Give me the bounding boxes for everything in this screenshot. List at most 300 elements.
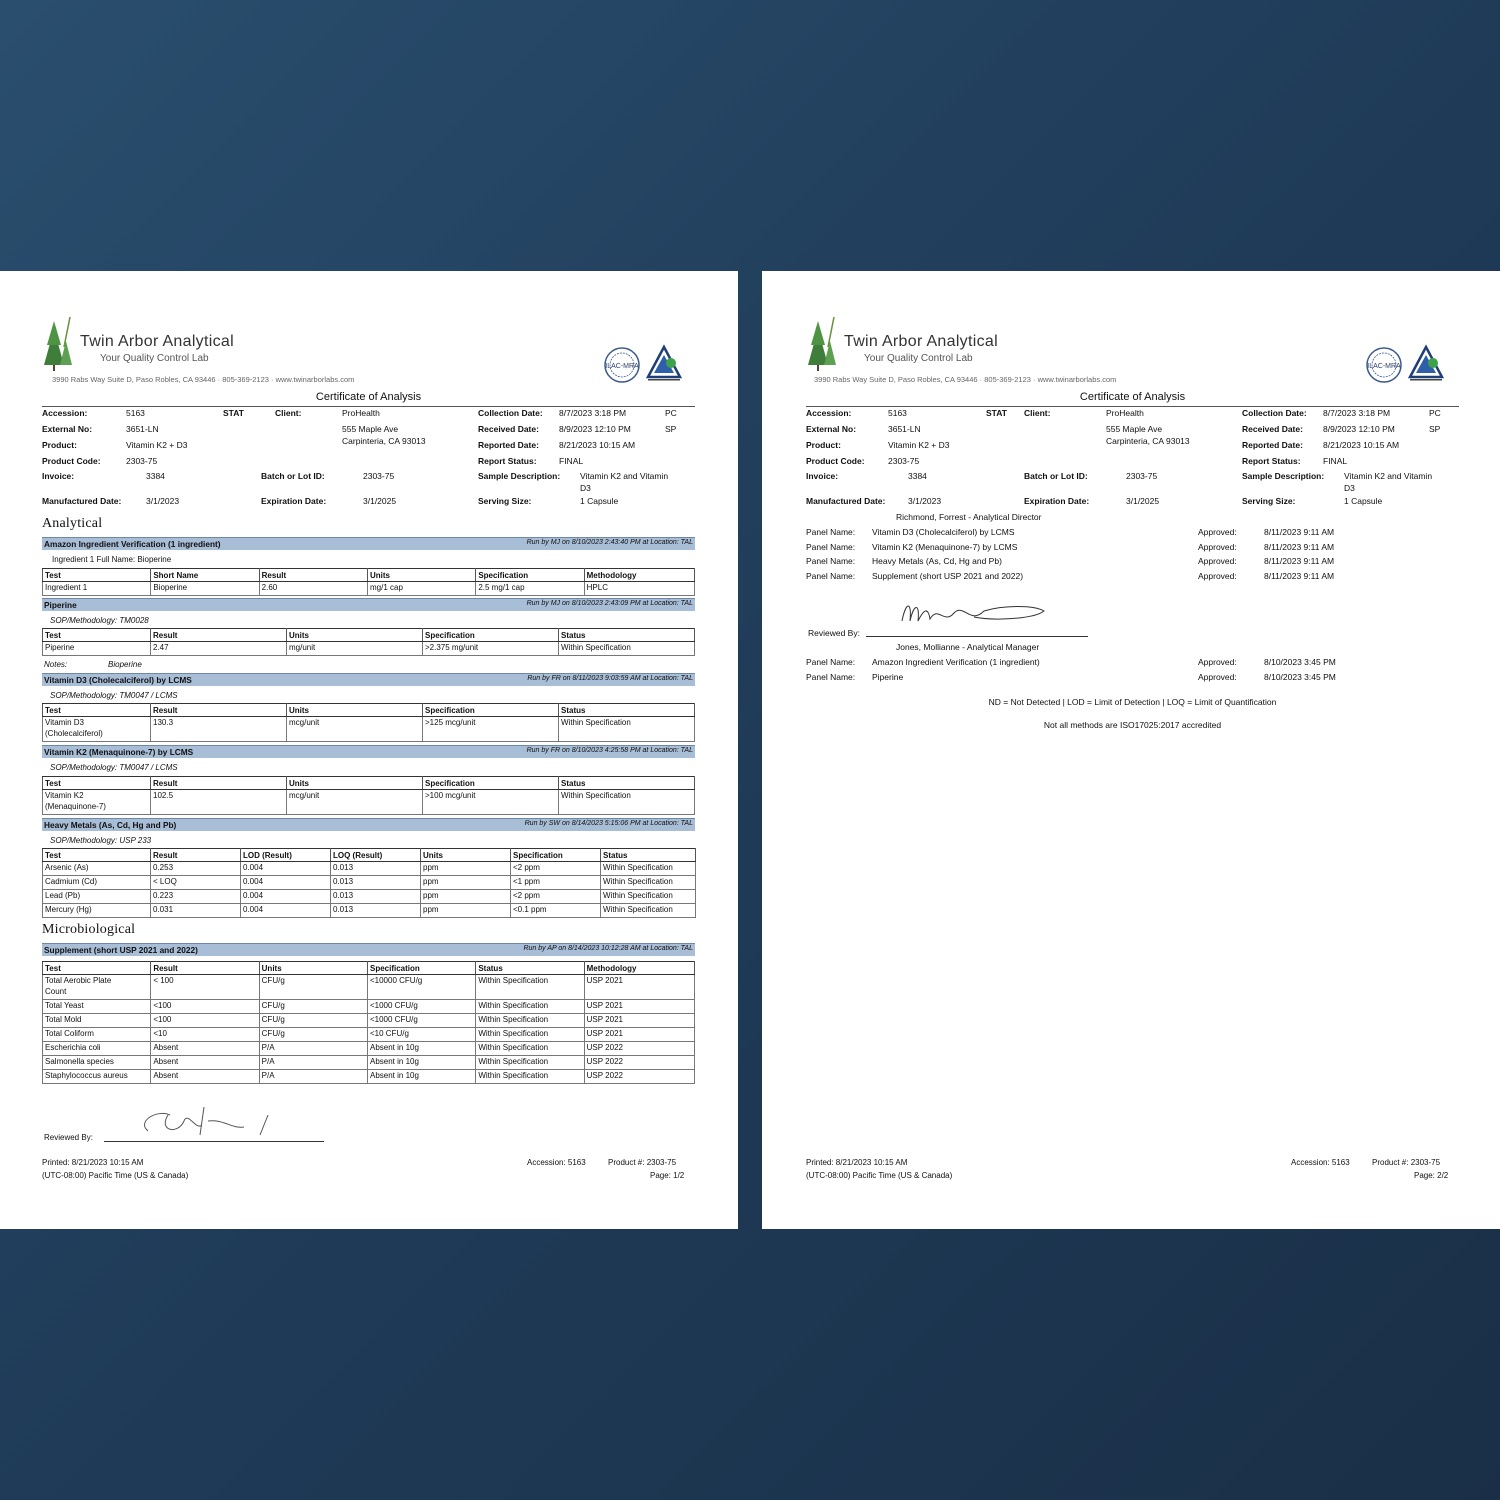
sample-desc-1: Vitamin K2 and Vitamin	[580, 471, 669, 481]
cell	[43, 717, 151, 742]
cell: <1000 CFU/g	[367, 1000, 475, 1014]
received-code: SP	[665, 424, 677, 434]
reported-label: Reported Date:	[478, 440, 539, 450]
col-status: Status	[559, 777, 695, 790]
cell: Within Specification	[559, 642, 695, 656]
cell: Total Mold	[43, 1014, 151, 1028]
accession-label: Accession:	[42, 408, 88, 418]
supplement-table	[42, 961, 695, 1084]
cell: >100 mcg/unit	[423, 790, 559, 815]
col-status: Status	[601, 849, 696, 862]
panel-amazon	[42, 537, 695, 550]
col-units: Units	[367, 569, 475, 582]
reviewed-by-label: Reviewed By:	[808, 628, 860, 638]
received-label: Received Date:	[478, 424, 539, 434]
cell: Within Specification	[601, 876, 696, 890]
cell: >125 mcg/unit	[423, 717, 559, 742]
manager-name: Jones, Mollianne - Analytical Manager	[896, 642, 1040, 652]
table-row	[43, 904, 696, 918]
cell: Within Specification	[476, 1000, 584, 1014]
test-name-line-2: (Menaquinone-7)	[45, 802, 106, 811]
printed-date: Printed: 8/21/2023 10:15 AM	[42, 1158, 144, 1167]
client-name: ProHealth	[342, 408, 380, 418]
sample-desc-2: D3	[1344, 483, 1355, 493]
serving-label: Serving Size:	[478, 496, 532, 506]
table-row	[43, 975, 695, 1000]
collection-value: 8/7/2023 3:18 PM	[1323, 408, 1391, 418]
product-code-value: 2303-75	[888, 456, 920, 466]
approved-label: Approved:	[1198, 671, 1237, 682]
table-row	[43, 890, 696, 904]
cell: >2.375 mg/unit	[423, 642, 559, 656]
cell: CFU/g	[259, 1000, 367, 1014]
approved-label: Approved:	[1198, 657, 1237, 667]
cell: ppm	[421, 862, 511, 876]
cell: Cadmium (Cd)	[43, 876, 151, 890]
col-test: Test	[43, 629, 151, 642]
document-title: Certificate of Analysis	[1079, 391, 1186, 403]
cell: 0.013	[331, 904, 421, 918]
cell: Within Specification	[601, 904, 696, 918]
panel-amazon-run: Run by MJ on 8/10/2023 2:43:40 PM at Location: TAL	[526, 539, 693, 546]
panel-d3-name: Vitamin D3 (Cholecalciferol) by LCMS	[44, 675, 192, 685]
cell: Arsenic (As)	[43, 862, 151, 876]
product-code-value: 2303-75	[126, 456, 158, 466]
ilac-badge-icon	[602, 345, 642, 385]
cell: Within Specification	[476, 1042, 584, 1056]
table-row	[43, 1014, 695, 1028]
analytical-heading: Analytical	[42, 516, 103, 531]
collection-value: 8/7/2023 3:18 PM	[559, 408, 627, 418]
stat-flag: STAT	[223, 408, 244, 418]
cell: 0.013	[331, 876, 421, 890]
table-row	[43, 717, 695, 742]
cell: ppm	[421, 890, 511, 904]
accreditation-triangle-icon	[1406, 343, 1446, 385]
cell: <0.1 ppm	[511, 904, 601, 918]
col-result: Result	[151, 629, 287, 642]
cell: <2 ppm	[511, 890, 601, 904]
reviewer-signature-icon	[128, 1101, 298, 1145]
table-row	[43, 1070, 695, 1084]
cell: Within Specification	[476, 1070, 584, 1084]
company-address: 3990 Rabs Way Suite D, Paso Robles, CA 93446 · 805-369-2123 · www.twinarborlabs.com	[52, 375, 355, 384]
footer-accession: Accession: 5163	[527, 1158, 586, 1167]
report-status-value: FINAL	[1323, 456, 1348, 466]
metals-rows	[43, 862, 696, 918]
cell: USP 2021	[584, 1014, 694, 1028]
col-specification: Specification	[423, 704, 559, 717]
sample-desc-label: Sample Description:	[478, 471, 561, 481]
mfg-date-label: Manufactured Date:	[42, 496, 122, 506]
cell: 2.60	[259, 582, 367, 596]
table-row	[43, 582, 695, 596]
cell: 0.031	[151, 904, 241, 918]
col-result: Result	[151, 777, 287, 790]
col-status: Status	[476, 962, 584, 975]
cell	[43, 790, 151, 815]
col-status: Status	[559, 704, 695, 717]
cell: 0.223	[151, 890, 241, 904]
piperine-sop: SOP/Methodology: TM0028	[50, 616, 149, 625]
serving-value: 1 Capsule	[1344, 496, 1383, 506]
table-row	[43, 1028, 695, 1042]
d3-table	[42, 703, 695, 742]
coa-page-1	[0, 271, 738, 1229]
accreditation-note: Not all methods are ISO17025:2017 accredited	[1043, 720, 1222, 730]
col-test: Test	[43, 777, 151, 790]
panel-name-label: Panel Name:	[806, 657, 856, 667]
mfg-date-label: Manufactured Date:	[806, 496, 886, 506]
cell: Ingredient 1	[43, 582, 151, 596]
client-address-1: 555 Maple Ave	[1106, 424, 1163, 434]
col-units: Units	[287, 629, 423, 642]
panel-metals	[42, 818, 695, 831]
ingredient-fullname: Ingredient 1 Full Name: Bioperine	[52, 555, 172, 564]
cell: Absent in 10g	[367, 1042, 475, 1056]
panel-supplement	[42, 943, 695, 956]
company-tagline: Your Quality Control Lab	[100, 353, 209, 364]
serving-value: 1 Capsule	[580, 496, 619, 506]
approved-date: 8/11/2023 9:11 AM	[1264, 541, 1335, 552]
panel-k2	[42, 745, 695, 758]
cell	[43, 975, 151, 1000]
external-value: 3651-LN	[126, 424, 159, 434]
table-row	[43, 862, 696, 876]
cell: <10	[151, 1028, 259, 1042]
col-test: Test	[43, 849, 151, 862]
cell: Escherichia coli	[43, 1042, 151, 1056]
timezone: (UTC-08:00) Pacific Time (US & Canada)	[42, 1171, 189, 1180]
panel-name-label: Panel Name:	[806, 541, 856, 552]
reviewed-by-label: Reviewed By:	[44, 1133, 93, 1142]
page-number: Page: 2/2	[1414, 1171, 1449, 1180]
cell: 0.013	[331, 862, 421, 876]
col-test: Test	[43, 569, 151, 582]
notes-label: Notes:	[44, 660, 68, 669]
col-result: Result	[151, 962, 259, 975]
cell: USP 2021	[584, 975, 694, 1000]
panel-k2-name: Vitamin K2 (Menaquinone-7) by LCMS	[44, 747, 194, 757]
cell: Absent	[151, 1070, 259, 1084]
accession-label: Accession:	[806, 408, 852, 418]
accreditation-badges	[1364, 343, 1446, 385]
cell: <1000 CFU/g	[367, 1014, 475, 1028]
reported-label: Reported Date:	[1242, 440, 1303, 450]
report-status-value: FINAL	[559, 456, 584, 466]
mfg-date-value: 3/1/2023	[908, 496, 942, 506]
cell: Within Specification	[476, 1056, 584, 1070]
legend-text: ND = Not Detected | LOD = Limit of Detection | LOQ = Limit of Quantification	[988, 697, 1277, 707]
panel-d3	[42, 673, 695, 686]
table-row	[43, 1042, 695, 1056]
supplement-rows	[43, 1000, 695, 1084]
sample-desc-label: Sample Description:	[1242, 471, 1325, 481]
approved-label: Approved:	[1198, 556, 1237, 566]
amazon-table	[42, 568, 695, 596]
cell: 0.004	[241, 890, 331, 904]
col-methodology: Methodology	[584, 962, 694, 975]
panel-d3-run: Run by FR on 8/11/2023 9:03:59 AM at Location: TAL	[527, 675, 693, 682]
accession-value: 5163	[888, 408, 907, 418]
panel-name-value: Vitamin K2 (Menaquinone-7) by LCMS	[872, 541, 1018, 552]
cell: Bioperine	[151, 582, 259, 596]
approved-date: 8/11/2023 9:11 AM	[1264, 570, 1335, 581]
col-status: Status	[559, 629, 695, 642]
cell: Lead (Pb)	[43, 890, 151, 904]
col-specification: Specification	[476, 569, 584, 582]
panel-name-value: Amazon Ingredient Verification (1 ingredient)	[872, 657, 1040, 667]
document-title: Certificate of Analysis	[315, 391, 422, 403]
reported-value: 8/21/2023 10:15 AM	[559, 440, 636, 450]
cell: Staphylococcus aureus	[43, 1070, 151, 1084]
piperine-table	[42, 628, 695, 656]
k2-table	[42, 776, 695, 815]
cell: mg/unit	[287, 642, 423, 656]
ilac-badge-icon	[1364, 345, 1404, 385]
cell: 0.004	[241, 862, 331, 876]
cell: CFU/g	[259, 1014, 367, 1028]
cell: Mercury (Hg)	[43, 904, 151, 918]
approved-label: Approved:	[1198, 527, 1237, 537]
cell: 2.5 mg/1 cap	[476, 582, 584, 596]
company-name: Twin Arbor Analytical	[80, 333, 234, 350]
col-units: Units	[259, 962, 367, 975]
panel-name-label: Panel Name:	[806, 556, 856, 566]
cell: Within Specification	[601, 862, 696, 876]
cell: USP 2022	[584, 1056, 694, 1070]
invoice-value: 3384	[908, 471, 927, 481]
table-row	[43, 1056, 695, 1070]
col-units: Units	[287, 777, 423, 790]
cell: <10 CFU/g	[367, 1028, 475, 1042]
cell: <1 ppm	[511, 876, 601, 890]
cell: 0.004	[241, 876, 331, 890]
page-number: Page: 1/2	[650, 1171, 685, 1180]
approved-label: Approved:	[1198, 541, 1237, 552]
col-specification: Specification	[423, 629, 559, 642]
d3-sop: SOP/Methodology: TM0047 / LCMS	[50, 691, 178, 700]
col-units: Units	[421, 849, 511, 862]
cell: USP 2021	[584, 1028, 694, 1042]
col-test: Test	[43, 962, 151, 975]
external-label: External No:	[42, 424, 93, 434]
batch-value: 2303-75	[363, 471, 395, 481]
panel-name-value: Heavy Metals (As, Cd, Hg and Pb)	[872, 556, 1002, 566]
col-short-name: Short Name	[151, 569, 259, 582]
cell: <100	[151, 1014, 259, 1028]
col-lod: LOD (Result)	[241, 849, 331, 862]
metals-sop: SOP/Methodology: USP 233	[50, 836, 152, 845]
cell: < LOQ	[151, 876, 241, 890]
cell: 0.004	[241, 904, 331, 918]
approved-date: 8/11/2023 9:11 AM	[1264, 527, 1335, 537]
panel-metals-run: Run by SW on 8/14/2023 5:15:06 PM at Location: TAL	[524, 820, 693, 827]
col-specification: Specification	[511, 849, 601, 862]
invoice-label: Invoice:	[806, 471, 839, 481]
external-label: External No:	[806, 424, 857, 434]
cell: USP 2021	[584, 1000, 694, 1014]
received-value: 8/9/2023 12:10 PM	[559, 424, 631, 434]
cell: Within Specification	[559, 790, 695, 815]
approved-date: 8/11/2023 9:11 AM	[1264, 556, 1335, 566]
footer-accession: Accession: 5163	[1291, 1158, 1350, 1167]
client-label: Client:	[1024, 408, 1051, 418]
cell: ppm	[421, 876, 511, 890]
col-loq: LOQ (Result)	[331, 849, 421, 862]
panel-name-label: Panel Name:	[806, 570, 856, 581]
panel-supplement-name: Supplement (short USP 2021 and 2022)	[44, 945, 198, 955]
cell: P/A	[259, 1070, 367, 1084]
footer-product: Product #: 2303-75	[1372, 1158, 1441, 1167]
invoice-label: Invoice:	[42, 471, 75, 481]
panel-name-value: Vitamin D3 (Cholecalciferol) by LCMS	[872, 527, 1015, 537]
collection-label: Collection Date:	[478, 408, 543, 418]
test-name-line-2: (Cholecalciferol)	[45, 729, 103, 738]
panel-metals-name: Heavy Metals (As, Cd, Hg and Pb)	[44, 820, 177, 830]
received-label: Received Date:	[1242, 424, 1303, 434]
cell: <2 ppm	[511, 862, 601, 876]
cell: Total Yeast	[43, 1000, 151, 1014]
header-rule	[806, 406, 1459, 407]
cell: mg/1 cap	[367, 582, 475, 596]
serving-label: Serving Size:	[1242, 496, 1296, 506]
metals-table	[42, 848, 696, 918]
batch-label: Batch or Lot ID:	[261, 471, 325, 481]
external-value: 3651-LN	[888, 424, 921, 434]
signature-line	[104, 1141, 324, 1142]
cell: HPLC	[584, 582, 694, 596]
product-code-label: Product Code:	[42, 456, 101, 466]
test-name-line-1: Total Aerobic Plate	[45, 976, 112, 985]
cell: <100	[151, 1000, 259, 1014]
collection-code: PC	[1429, 408, 1441, 418]
panel-piperine-name: Piperine	[44, 600, 77, 610]
tree-logo-icon	[40, 315, 80, 375]
collection-code: PC	[665, 408, 677, 418]
cell: Within Specification	[476, 1014, 584, 1028]
manager-signature-icon	[894, 595, 1064, 635]
cell: Within Specification	[476, 975, 584, 1000]
cell: mcg/unit	[287, 790, 423, 815]
col-methodology: Methodology	[584, 569, 694, 582]
expiration-label: Expiration Date:	[1024, 496, 1090, 506]
cell: Absent in 10g	[367, 1070, 475, 1084]
cell: 130.3	[151, 717, 287, 742]
cell: ppm	[421, 904, 511, 918]
cell: Absent	[151, 1056, 259, 1070]
ilac-badge-text: ILAC-MRA	[605, 363, 639, 370]
batch-label: Batch or Lot ID:	[1024, 471, 1088, 481]
product-value: Vitamin K2 + D3	[126, 440, 188, 450]
product-label: Product:	[806, 440, 841, 450]
col-units: Units	[287, 704, 423, 717]
expiration-value: 3/1/2025	[363, 496, 397, 506]
cell: P/A	[259, 1056, 367, 1070]
k2-sop: SOP/Methodology: TM0047 / LCMS	[50, 763, 178, 772]
cell: Absent	[151, 1042, 259, 1056]
panel-k2-run: Run by FR on 8/10/2023 4:25:58 PM at Location: TAL	[526, 747, 693, 754]
product-value: Vitamin K2 + D3	[888, 440, 950, 450]
signature-line	[866, 636, 1088, 637]
notes-value: Bioperine	[108, 660, 142, 669]
product-label: Product:	[42, 440, 77, 450]
footer-product: Product #: 2303-75	[608, 1158, 677, 1167]
cell: 2.47	[151, 642, 287, 656]
panel-name-label: Panel Name:	[806, 671, 856, 682]
header-rule	[42, 406, 695, 407]
test-name-line-1: Vitamin D3	[45, 718, 84, 727]
table-row	[43, 1000, 695, 1014]
col-result: Result	[259, 569, 367, 582]
col-result: Result	[151, 849, 241, 862]
col-test: Test	[43, 704, 151, 717]
col-result: Result	[151, 704, 287, 717]
table-row	[43, 876, 696, 890]
cell: USP 2022	[584, 1070, 694, 1084]
panel-name-value: Supplement (short USP 2021 and 2022)	[872, 570, 1024, 581]
coa-page-2	[762, 271, 1500, 1229]
panel-piperine	[42, 598, 695, 611]
cell: < 100	[151, 975, 259, 1000]
cell: <10000 CFU/g	[367, 975, 475, 1000]
director-name: Richmond, Forrest - Analytical Director	[896, 512, 1042, 522]
cell: 0.013	[331, 890, 421, 904]
client-address-2: Carpinteria, CA 93013	[1106, 436, 1190, 446]
client-address-2: Carpinteria, CA 93013	[342, 436, 426, 446]
cell: Piperine	[43, 642, 151, 656]
client-name: ProHealth	[1106, 408, 1144, 418]
panel-name-value: Piperine	[872, 671, 904, 682]
printed-date: Printed: 8/21/2023 10:15 AM	[806, 1158, 908, 1167]
panel-name-label: Panel Name:	[806, 527, 856, 537]
cell: mcg/unit	[287, 717, 423, 742]
timezone: (UTC-08:00) Pacific Time (US & Canada)	[806, 1171, 953, 1180]
invoice-value: 3384	[146, 471, 165, 481]
cell: Within Specification	[601, 890, 696, 904]
table-row	[43, 790, 695, 815]
cell: Absent in 10g	[367, 1056, 475, 1070]
cell: CFU/g	[259, 1028, 367, 1042]
product-code-label: Product Code:	[806, 456, 865, 466]
accreditation-triangle-icon	[644, 343, 684, 385]
client-address-1: 555 Maple Ave	[342, 424, 399, 434]
ilac-badge-text: ILAC-MRA	[1367, 363, 1401, 370]
sample-desc-1: Vitamin K2 and Vitamin	[1344, 471, 1433, 481]
micro-heading: Microbiological	[42, 922, 136, 937]
sample-desc-2: D3	[580, 483, 591, 493]
approved-date: 8/10/2023 3:45 PM	[1264, 657, 1336, 667]
approved-date: 8/10/2023 3:45 PM	[1264, 671, 1336, 682]
expiration-value: 3/1/2025	[1126, 496, 1160, 506]
table-row	[43, 642, 695, 656]
expiration-label: Expiration Date:	[261, 496, 327, 506]
col-specification: Specification	[367, 962, 475, 975]
cell: Within Specification	[559, 717, 695, 742]
received-code: SP	[1429, 424, 1441, 434]
cell: Total Coliform	[43, 1028, 151, 1042]
cell: CFU/g	[259, 975, 367, 1000]
report-status-label: Report Status:	[478, 456, 537, 466]
reported-value: 8/21/2023 10:15 AM	[1323, 440, 1400, 450]
stat-flag: STAT	[986, 408, 1007, 418]
client-label: Client:	[275, 408, 302, 418]
cell: 0.253	[151, 862, 241, 876]
report-status-label: Report Status:	[1242, 456, 1301, 466]
company-address: 3990 Rabs Way Suite D, Paso Robles, CA 93446 · 805-369-2123 · www.twinarborlabs.com	[814, 375, 1117, 384]
test-name-line-2: Count	[45, 987, 67, 996]
panel-supplement-run: Run by AP on 8/14/2023 10:12:28 AM at Location: TAL	[523, 945, 693, 952]
